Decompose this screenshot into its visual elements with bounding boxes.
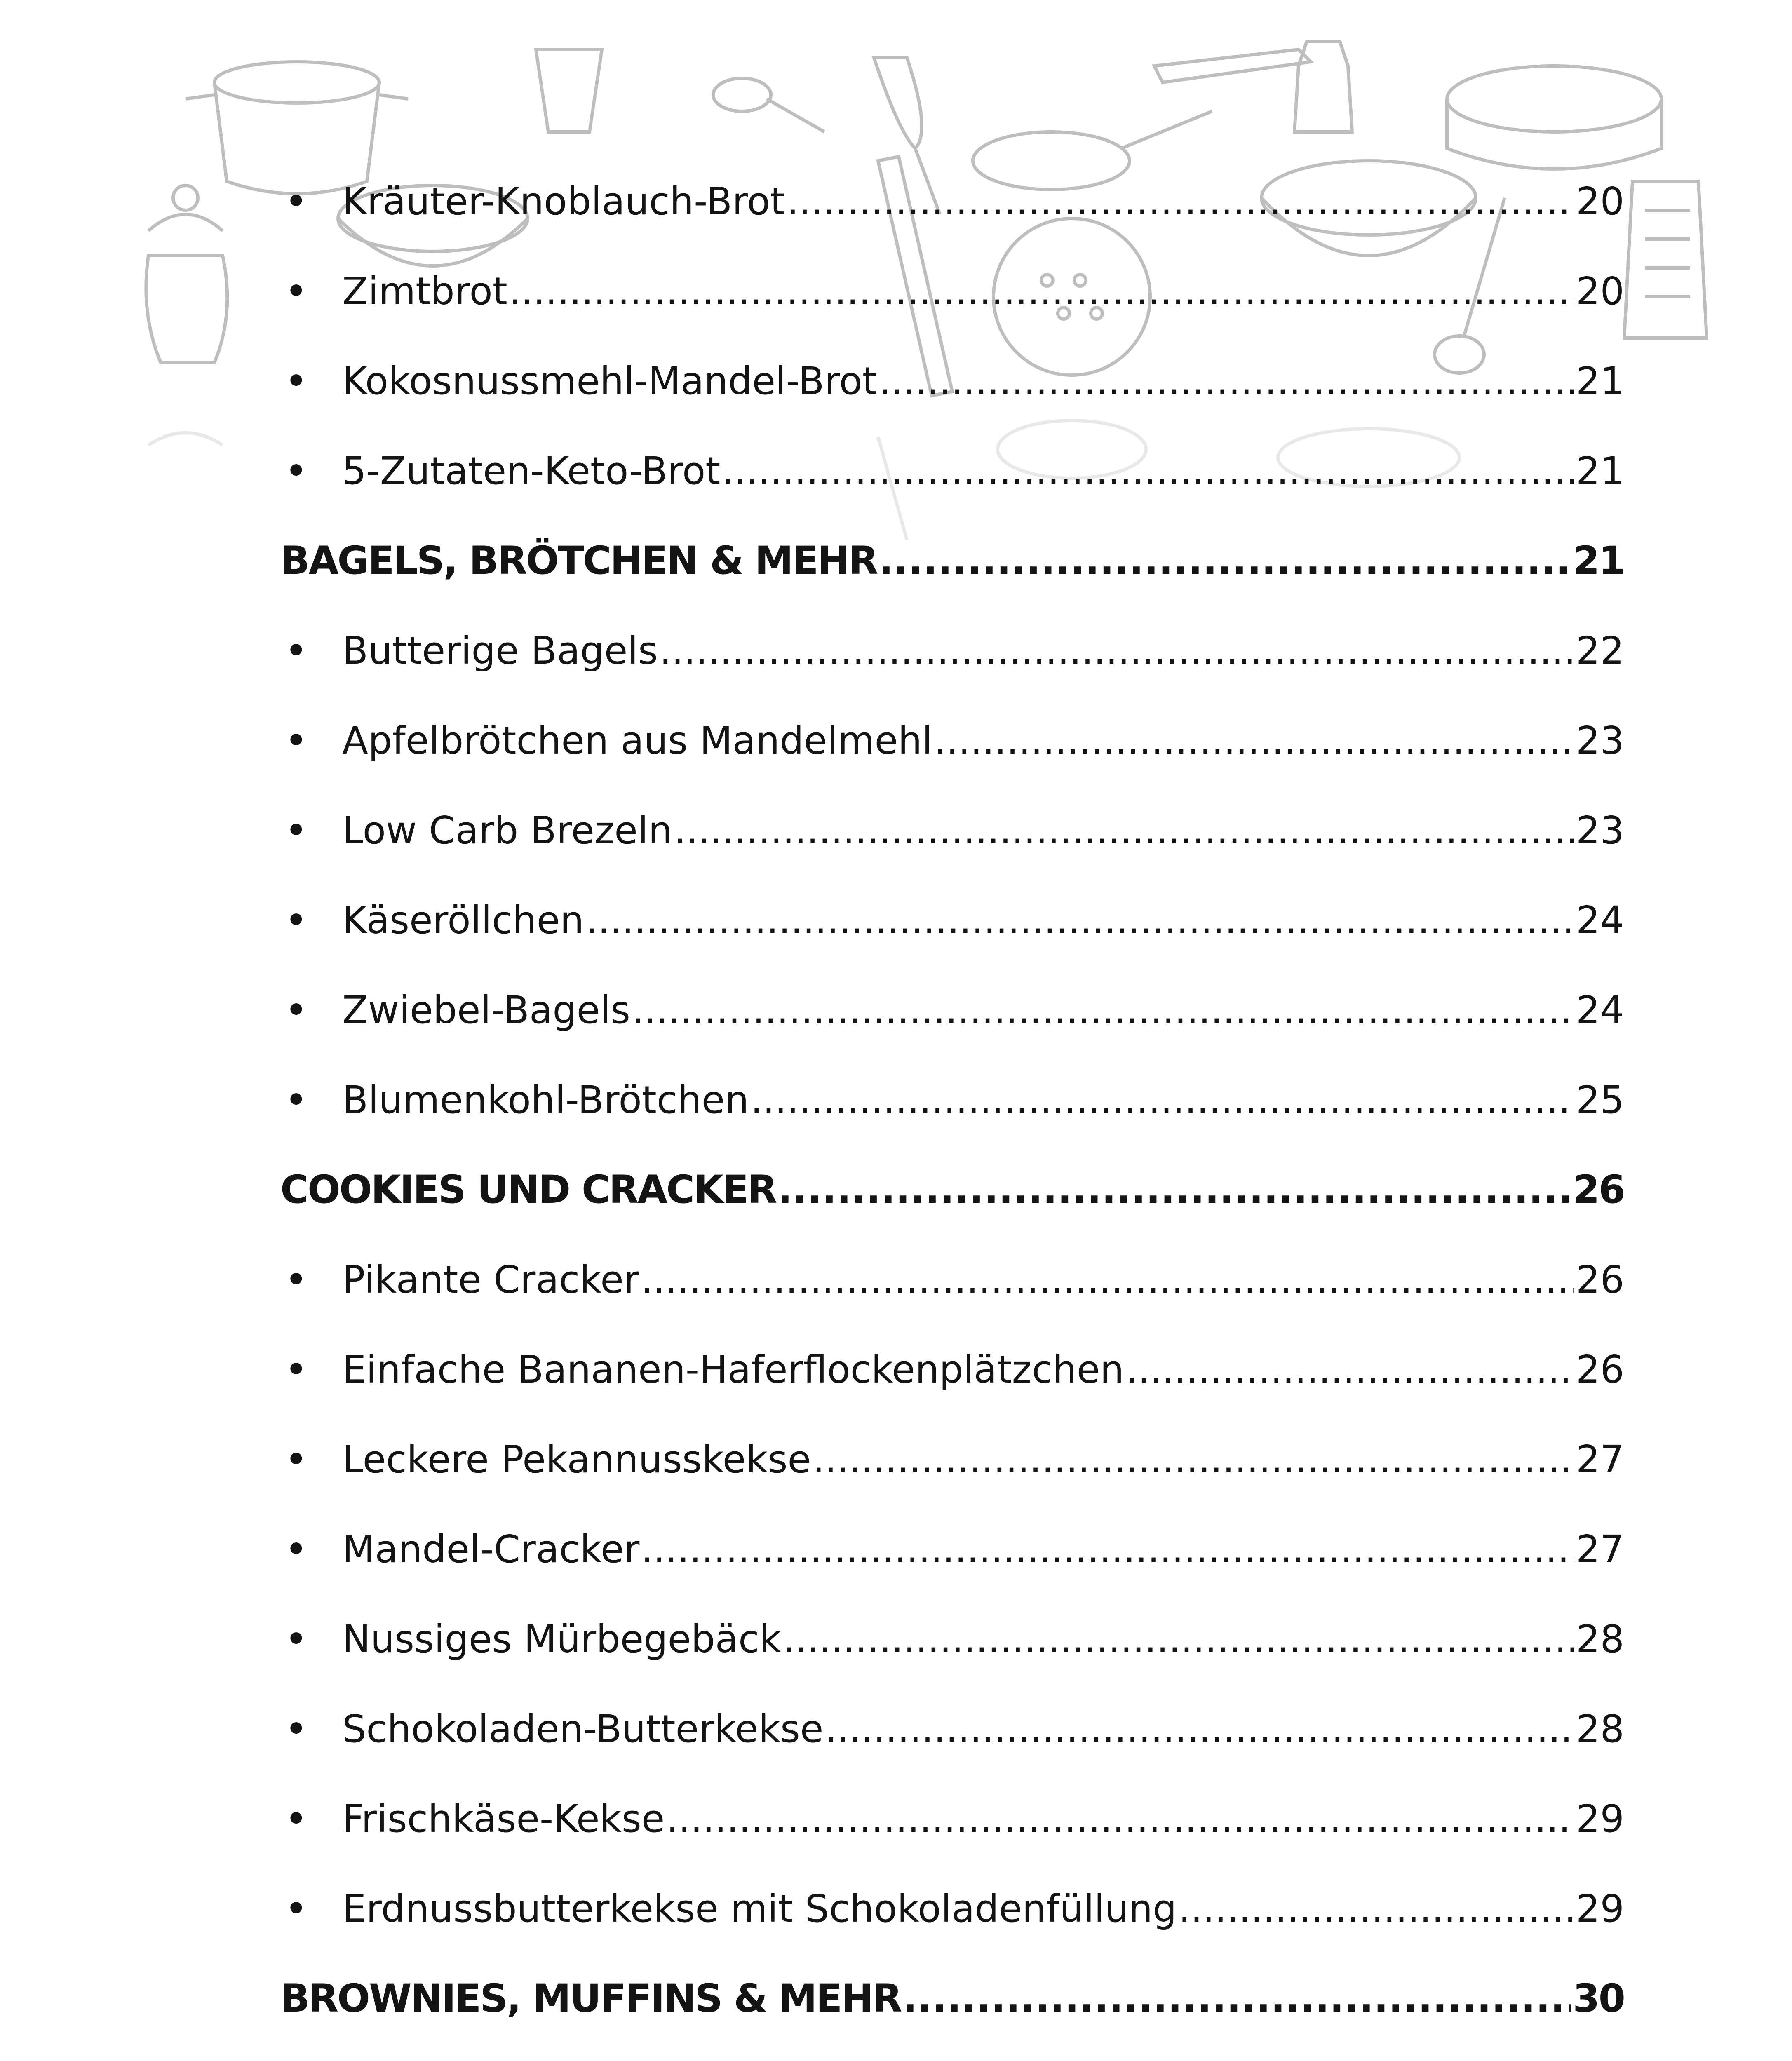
bottle-icon [1294,41,1352,132]
toc-entry[interactable] [280,786,1624,876]
toc-entry[interactable] [280,1235,1624,1325]
toc-entry-label: Schokoladen-Butterkekse [342,1707,824,1751]
toc-entry-label: Nussiges Mürbegebäck [342,1617,781,1661]
dot-leader [612,2044,1574,2061]
dot-leader [902,1954,1571,2044]
toc-page-number: 22 [1576,629,1624,673]
dot-leader [722,426,1574,516]
bullet-icon: • [284,1437,308,1483]
toc-entry-label: Pikante Cracker [342,1258,639,1302]
toc-page-number: 20 [1576,269,1624,313]
bullet-icon: • [284,807,308,854]
toc-entry[interactable] [280,1594,1624,1684]
toc-entry[interactable] [280,965,1624,1055]
knife-icon [1154,49,1311,82]
dot-leader [783,1594,1574,1684]
toc-entry[interactable] [280,2044,1624,2061]
toc-entry-label: Frischkäse-Kekse [342,1797,665,1841]
toc-page-number: 23 [1576,718,1624,763]
toc-entry-label: Erdnussbutterkekse mit Schokoladenfüllung [342,1887,1177,1931]
toc-page-number: 20 [1576,179,1624,223]
toc-page-number: 28 [1576,1707,1624,1751]
toc-page-number [1576,2044,1624,2061]
toc-page-number: 24 [1576,898,1624,942]
dot-leader [879,516,1571,606]
toc-entry-label: Käseröllchen [342,898,584,942]
toc-entry[interactable] [280,696,1624,786]
dot-leader [751,1055,1574,1145]
toc-entry-label: Zwiebel-Bagels [342,988,630,1032]
toc-page-number: 27 [1576,1437,1624,1481]
spoon-icon [713,78,824,132]
toc-entry[interactable] [280,1684,1624,1774]
toc-entry[interactable] [280,876,1624,965]
toc-entry[interactable] [280,336,1624,426]
jar-icon [146,185,227,363]
bullet-icon [284,2044,308,2061]
bullet-icon: • [284,1616,308,1662]
toc-page-number: 24 [1576,988,1624,1032]
toc-entry[interactable] [280,1864,1624,1954]
toc-page-number: 27 [1576,1527,1624,1571]
toc-entry[interactable] [280,606,1624,696]
bullet-icon: • [284,1347,308,1393]
dot-leader [825,1684,1574,1774]
bullet-icon: • [284,1526,308,1573]
bullet-icon: • [284,987,308,1033]
toc-entry-label: Leckere Pekannusskekse [342,1437,811,1481]
toc-section-heading[interactable] [280,1145,1624,1235]
grater-icon [1624,181,1707,338]
toc-entry-label: Low Carb Brezeln [342,808,672,852]
toc-page-number: 25 [1576,1078,1624,1122]
toc-entry-label [280,2044,610,2061]
bullet-icon: • [284,1706,308,1752]
toc-page-number: 23 [1576,808,1624,852]
dot-leader [641,1505,1574,1594]
toc-page-number: 29 [1576,1887,1624,1931]
toc-page-number: 21 [1576,359,1624,403]
bullet-icon: • [284,268,308,315]
bullet-icon: • [284,358,308,404]
toc-page-number: 26 [1576,1347,1624,1392]
toc-entry-label: Kräuter-Knoblauch-Brot [342,179,785,223]
toc-entry[interactable] [280,1415,1624,1505]
toc-entry-label: 5-Zutaten-Keto-Brot [342,449,721,493]
toc-page-number: 30 [1573,1976,1624,2021]
toc-page-number: 21 [1573,538,1624,583]
toc-entry-label: Apfelbrötchen aus Mandelmehl [342,718,933,763]
toc-entry[interactable] [280,157,1624,246]
bullet-icon: • [284,628,308,674]
toc-entry[interactable] [280,1325,1624,1415]
toc-entry[interactable] [280,1774,1624,1864]
dot-leader [934,696,1574,786]
dot-leader [660,606,1574,696]
bullet-icon: • [284,1257,308,1303]
toc-entry[interactable] [280,246,1624,336]
dot-leader [509,246,1574,336]
toc-entry[interactable] [280,426,1624,516]
dot-leader [666,1774,1574,1864]
toc-page-number: 26 [1576,1258,1624,1302]
bullet-icon: • [284,897,308,944]
toc-entry-label: Zimtbrot [342,269,507,313]
dot-leader [778,1145,1571,1235]
toc-section-heading[interactable] [280,516,1624,606]
toc-section-heading[interactable] [280,1954,1624,2044]
toc-entry-label: BROWNIES, MUFFINS & MEHR [280,1976,901,2021]
toc-entry[interactable] [280,1505,1624,1594]
table-of-contents [280,157,1624,2061]
toc-entry-label: Einfache Bananen-Haferflockenplätzchen [342,1347,1124,1392]
toc-page-number: 28 [1576,1617,1624,1661]
dot-leader [879,336,1574,426]
bullet-icon: • [284,1886,308,1932]
toc-entry-label: Blumenkohl-Brötchen [342,1078,749,1122]
toc-page-number: 26 [1573,1167,1624,1212]
dot-leader [787,157,1574,246]
toc-entry-label: Mandel-Cracker [342,1527,640,1571]
bullet-icon: • [284,448,308,494]
dot-leader [1179,1864,1574,1954]
bullet-icon: • [284,1796,308,1842]
bullet-icon: • [284,1077,308,1123]
glass-icon [536,49,602,132]
dot-leader [674,786,1574,876]
dot-leader [1126,1325,1574,1415]
dot-leader [632,965,1574,1055]
toc-entry-label: Butterige Bagels [342,629,658,673]
dot-leader [813,1415,1574,1505]
bullet-icon: • [284,718,308,764]
bullet-icon: • [284,178,308,225]
toc-entry-label: COOKIES UND CRACKER [280,1167,776,1212]
toc-page-number: 21 [1576,449,1624,493]
toc-entry-label: BAGELS, BRÖTCHEN & MEHR [280,538,877,583]
springform-icon [1447,66,1661,169]
toc-entry[interactable] [280,1055,1624,1145]
toc-page-number: 29 [1576,1797,1624,1841]
dot-leader [586,876,1574,965]
toc-entry-label: Kokosnussmehl-Mandel-Brot [342,359,877,403]
dot-leader [641,1235,1574,1325]
